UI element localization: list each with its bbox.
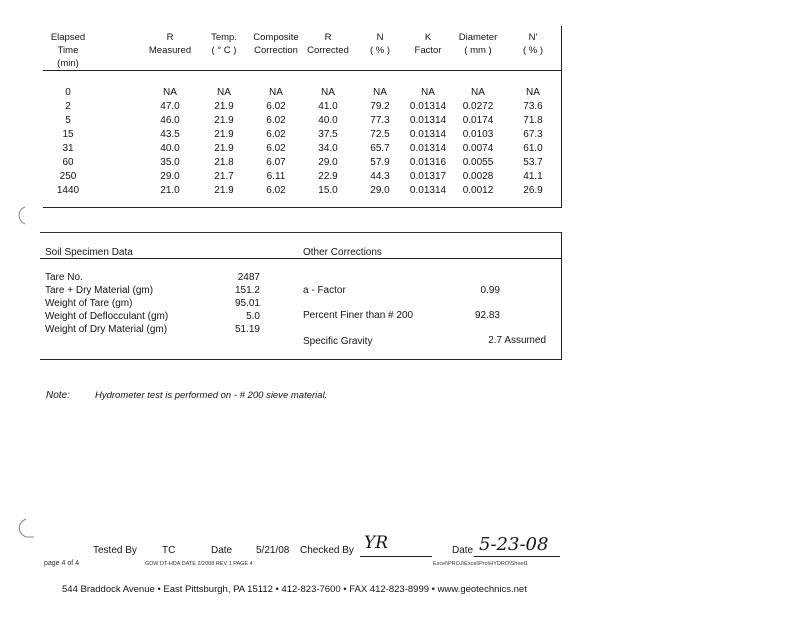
column-header-diameter: Diameter ( mm ): [458, 32, 498, 56]
table-cell-r-corrected: 40.0: [318, 115, 338, 126]
correction-label: Percent Finer than # 200: [303, 310, 414, 321]
column-header-n-prime: N' ( % ): [522, 32, 544, 56]
table-cell-temp: 21.9: [214, 143, 234, 154]
table-cell-n: 72.5: [370, 129, 390, 140]
table-cell-r-corrected: 22.9: [318, 171, 338, 182]
tested-date-label: Date: [211, 545, 233, 556]
table-cell-diameter: 0.0012: [462, 185, 494, 196]
table-cell-comp-corr: 6.02: [266, 185, 286, 196]
column-header-time: Elapsed Time (min): [50, 32, 86, 69]
correction-value: 92.83: [474, 310, 500, 321]
specimen-label: Tare + Dry Material (gm): [45, 285, 154, 296]
table-cell-time: 5: [65, 115, 71, 126]
table-cell-temp: 21.7: [214, 171, 234, 182]
table-cell-n: NA: [373, 87, 387, 98]
column-header-temp: Temp. ( ° C ): [211, 32, 237, 56]
table-cell-n: 65.7: [370, 143, 390, 154]
note-label: Note:: [46, 390, 70, 401]
column-header-n: N ( % ): [369, 32, 391, 56]
table-cell-temp: 21.9: [214, 101, 234, 112]
table-cell-n: 44.3: [370, 171, 390, 182]
specimen-label: Tare No.: [45, 272, 83, 283]
column-header-r-corrected: R Corrected: [307, 32, 349, 56]
tested-date-value: 5/21/08: [256, 545, 290, 556]
table-cell-r-measured: 35.0: [160, 157, 180, 168]
correction-label: Specific Gravity: [303, 336, 373, 347]
page-number: page 4 of 4: [44, 560, 80, 567]
table-cell-r-measured: 43.5: [160, 129, 180, 140]
table-cell-r-corrected: 41.0: [318, 101, 338, 112]
table-cell-comp-corr: 6.02: [266, 129, 286, 140]
specimen-value: 151.2: [234, 285, 260, 296]
specimen-value: 5.0: [246, 311, 260, 322]
table-cell-diameter: 0.0055: [462, 157, 494, 168]
tested-by-value: TC: [162, 545, 176, 556]
table-cell-comp-corr: 6.07: [266, 157, 286, 168]
checked-date-underline: [474, 556, 560, 557]
table-cell-comp-corr: NA: [269, 87, 283, 98]
table-cell-r-corrected: 34.0: [318, 143, 338, 154]
table-cell-k: 0.01317: [409, 171, 447, 182]
table-cell-time: 2: [65, 101, 71, 112]
table-cell-diameter: 0.0103: [462, 129, 494, 140]
specimen-label: Weight of Deflocculant (gm): [45, 311, 169, 322]
file-path: Excel\PROJ\Excel\Pro\HYDRO\Sheet1: [433, 561, 529, 567]
column-header-comp-corr: Composite Correction: [253, 32, 299, 56]
table-cell-n-prime: 53.7: [523, 157, 543, 168]
table-cell-n: 29.0: [370, 185, 390, 196]
scan-mark: [14, 204, 30, 228]
table-cell-time: 15: [62, 129, 74, 140]
checked-by-signature: YR: [364, 533, 389, 553]
table-cell-r-measured: NA: [163, 87, 177, 98]
table-cell-temp: 21.9: [214, 185, 234, 196]
column-header-k: K Factor: [414, 32, 442, 56]
table-cell-r-corrected: 29.0: [318, 157, 338, 168]
table-cell-diameter: 0.0028: [462, 171, 494, 182]
correction-value: 0.99: [480, 285, 500, 296]
specimen-label: Weight of Dry Material (gm): [45, 324, 168, 335]
checked-by-underline: [360, 556, 432, 557]
table-cell-n-prime: NA: [526, 87, 540, 98]
table-cell-r-measured: 29.0: [160, 171, 180, 182]
table-cell-time: 60: [62, 157, 74, 168]
table-cell-time: 1440: [56, 185, 80, 196]
table-cell-n-prime: 73.6: [523, 101, 543, 112]
table-cell-diameter: 0.0074: [462, 143, 494, 154]
table-cell-r-corrected: NA: [321, 87, 335, 98]
table-cell-r-measured: 47.0: [160, 101, 180, 112]
table-cell-r-measured: 21.0: [160, 185, 180, 196]
scan-mark: [14, 516, 36, 542]
table-cell-temp: 21.8: [214, 157, 234, 168]
specimen-title: Soil Specimen Data: [45, 247, 133, 258]
table-cell-n-prime: 26.9: [523, 185, 543, 196]
specimen-label: Weight of Tare (gm): [45, 298, 133, 309]
table-cell-r-corrected: 15.0: [318, 185, 338, 196]
table-cell-k: 0.01314: [409, 185, 447, 196]
table-cell-n: 79.2: [370, 101, 390, 112]
table-cell-temp: 21.9: [214, 115, 234, 126]
specimen-value: 51.19: [234, 324, 260, 335]
table-header-rule: [43, 70, 562, 71]
checked-by-label: Checked By: [300, 545, 354, 556]
table-cell-comp-corr: 6.11: [266, 171, 286, 182]
table-cell-r-measured: 46.0: [160, 115, 180, 126]
table-cell-k: NA: [421, 87, 435, 98]
table-cell-comp-corr: 6.02: [266, 143, 286, 154]
tested-by-label: Tested By: [93, 545, 137, 556]
table-cell-diameter: 0.0174: [462, 115, 494, 126]
column-header-r-measured: R Measured: [148, 32, 192, 56]
form-code: GDW DT-HDA DATE 2/2008 REV 1 PAGE 4: [145, 561, 253, 567]
table-cell-r-corrected: 37.5: [318, 129, 338, 140]
specimen-value: 2487: [237, 272, 260, 283]
checked-date-handwritten: 5-23-08: [479, 534, 549, 555]
note-text: Hydrometer test is performed on - # 200 sieve material.: [95, 390, 328, 401]
table-cell-r-measured: 40.0: [160, 143, 180, 154]
correction-value: 2.7 Assumed: [488, 335, 546, 346]
table-cell-n: 57.9: [370, 157, 390, 168]
table-cell-n-prime: 67.3: [523, 129, 543, 140]
correction-label: a - Factor: [303, 285, 346, 296]
table-cell-temp: 21.9: [214, 129, 234, 140]
table-cell-k: 0.01314: [409, 101, 447, 112]
table-cell-n-prime: 61.0: [523, 143, 543, 154]
table-cell-k: 0.01316: [409, 157, 447, 168]
corrections-title: Other Corrections: [303, 247, 382, 258]
table-cell-k: 0.01314: [409, 115, 447, 126]
table-cell-k: 0.01314: [409, 143, 447, 154]
table-cell-diameter: NA: [471, 87, 485, 98]
table-cell-time: 0: [65, 87, 71, 98]
table-cell-k: 0.01314: [409, 129, 447, 140]
table-cell-diameter: 0.0272: [462, 101, 494, 112]
table-cell-time: 250: [59, 171, 77, 182]
table-cell-comp-corr: 6.02: [266, 115, 286, 126]
company-address: 544 Braddock Avenue • East Pittsburgh, PA 15112 • 412-823-7600 • FAX 412-823-8999 • www.geotechnics.net: [62, 584, 527, 595]
checked-date-label: Date: [452, 545, 474, 556]
table-cell-time: 31: [62, 143, 74, 154]
table-cell-n-prime: 41.1: [523, 171, 543, 182]
table-cell-temp: NA: [217, 87, 231, 98]
table-cell-n: 77.3: [370, 115, 390, 126]
table-cell-comp-corr: 6.02: [266, 101, 286, 112]
specimen-value: 95.01: [234, 298, 260, 309]
table-cell-n-prime: 71.8: [523, 115, 543, 126]
